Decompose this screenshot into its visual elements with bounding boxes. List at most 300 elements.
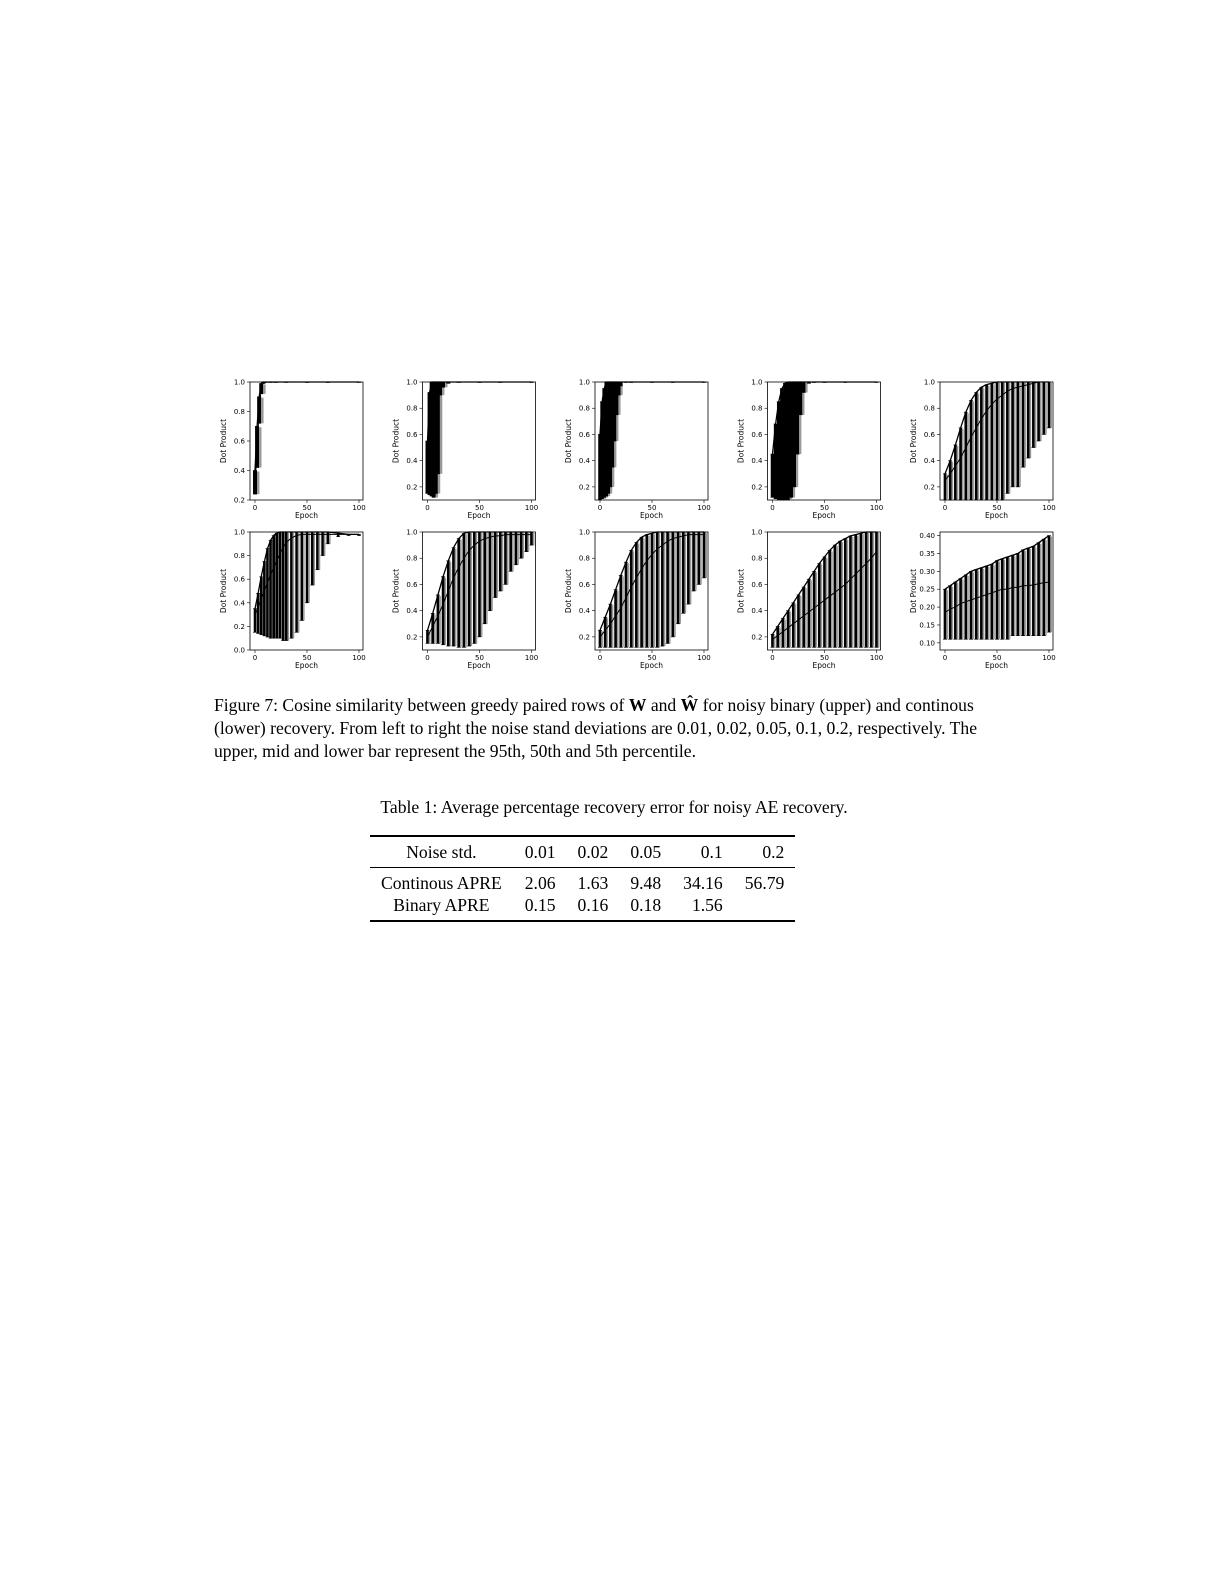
percentile-bar-shade: [607, 618, 609, 647]
y-tick-label: 1.0: [406, 378, 418, 387]
percentile-bar: [442, 577, 445, 645]
percentile-bar: [703, 532, 706, 578]
percentile-bar: [520, 532, 523, 558]
percentile-bar-shade: [952, 462, 954, 500]
percentile-bar: [530, 532, 533, 545]
y-tick-label: 0.8: [406, 554, 418, 563]
percentile-bar: [1011, 382, 1014, 487]
percentile-bar: [1006, 557, 1009, 639]
x-axis-label: Epoch: [985, 661, 1008, 670]
x-tick-label: 50: [647, 654, 657, 662]
subplot-binary-noise-0.05: [564, 379, 711, 521]
percentile-bar-shade: [633, 551, 635, 647]
percentile-bar-shade: [983, 388, 985, 500]
percentile-bar: [279, 532, 282, 638]
percentile-bar: [457, 539, 460, 648]
table-cell: [734, 894, 796, 921]
percentile-bar-shade: [313, 533, 315, 585]
y-tick-label: 0.4: [406, 607, 418, 616]
percentile-bar-shade: [1009, 383, 1011, 493]
percentile-bar-shade: [1019, 554, 1021, 635]
percentile-bar: [854, 535, 857, 648]
x-axis-label: Epoch: [812, 511, 836, 520]
percentile-bar-shade: [664, 533, 666, 646]
y-tick-label: 0.8: [233, 552, 245, 561]
percentile-bar-shade: [1040, 383, 1042, 441]
percentile-bar: [771, 634, 774, 647]
percentile-bar: [625, 562, 628, 647]
percentile-bar: [619, 575, 622, 647]
percentile-bar-shade: [679, 533, 681, 624]
percentile-bar-shade: [805, 588, 807, 647]
percentile-bar-shade: [470, 533, 472, 646]
percentile-bar-shade: [1050, 383, 1052, 428]
x-tick-label: 0: [252, 654, 258, 662]
percentile-bar: [949, 586, 952, 640]
percentile-bar: [692, 532, 695, 591]
percentile-bar-shade: [967, 576, 969, 639]
percentile-bar-shade: [643, 538, 645, 647]
percentile-bar: [839, 541, 842, 647]
x-tick-label: 0: [770, 504, 775, 512]
percentile-bar: [865, 532, 868, 647]
percentile-bar-shade: [1004, 560, 1006, 639]
percentile-bar: [1027, 382, 1030, 458]
percentile-bar-shade: [972, 401, 974, 500]
subplot-binary-noise-0.02: [392, 379, 539, 521]
caption-prefix: Figure 7: Cosine similarity between greedy paired rows of: [214, 695, 629, 715]
y-tick-label: 0.4: [578, 607, 590, 616]
percentile-bar: [635, 542, 638, 647]
y-tick-label: 0.2: [406, 483, 418, 492]
percentile-bar-shade: [465, 534, 467, 647]
percentile-bar-shade: [528, 533, 530, 552]
y-tick-label: 0.4: [923, 457, 935, 466]
percentile-bar-shade: [533, 533, 535, 545]
percentile-bar-shade: [648, 536, 650, 648]
y-tick-label: 0.4: [751, 607, 763, 616]
x-tick-label: 0: [252, 504, 258, 512]
figure-caption: [214, 694, 1014, 763]
y-axis-label: Dot Product: [219, 418, 228, 464]
percentile-bar-shade: [659, 533, 661, 647]
percentile-bar: [844, 539, 847, 648]
percentile-bar-shade: [962, 429, 964, 500]
y-tick-label: 0.8: [578, 404, 590, 413]
percentile-bar: [509, 532, 512, 571]
percentile-bar-shade: [862, 534, 864, 647]
table-header-cell: 0.02: [577, 842, 609, 862]
percentile-bar: [515, 532, 518, 565]
y-tick-label: 0.10: [919, 639, 935, 648]
subplot-continuous-noise-0.1: [737, 529, 884, 671]
x-tick-label: 0: [597, 504, 603, 512]
x-tick-label: 0: [942, 654, 948, 662]
percentile-bar: [494, 532, 497, 598]
percentile-bar-shade: [841, 542, 843, 647]
percentile-bar-shade: [836, 546, 838, 647]
percentile-bar: [799, 382, 803, 415]
percentile-bar-shade: [319, 533, 321, 570]
x-tick-label: 0: [425, 654, 430, 662]
percentile-bar: [970, 571, 973, 639]
x-tick-label: 0: [770, 654, 775, 662]
x-tick-label: 50: [302, 654, 312, 662]
x-tick-label: 50: [992, 654, 1002, 662]
percentile-bar: [697, 532, 700, 584]
percentile-bar-shade: [815, 572, 817, 647]
percentile-bar-shade: [617, 591, 619, 648]
table-cell: 1.56: [691, 895, 723, 915]
x-tick-label: 50: [820, 654, 829, 662]
percentile-bar: [473, 532, 476, 643]
percentile-bar: [263, 562, 266, 636]
x-tick-label: 0: [942, 504, 948, 512]
percentile-bar-shade: [847, 540, 849, 648]
percentile-bar-shade: [972, 572, 974, 639]
x-tick-label: 100: [697, 654, 711, 662]
x-tick-label: 100: [1042, 654, 1056, 662]
y-axis-label: Dot Product: [909, 418, 918, 464]
percentile-bar: [1042, 382, 1045, 434]
x-tick-label: 50: [475, 504, 484, 512]
percentile-bar-shade: [1045, 540, 1047, 636]
x-tick-label: 50: [647, 504, 657, 512]
percentile-bar-shade: [805, 383, 807, 392]
percentile-bar: [640, 537, 643, 647]
percentile-bar-shade: [308, 533, 310, 603]
y-tick-label: 0.6: [233, 437, 245, 446]
x-axis-label: Epoch: [467, 661, 491, 670]
percentile-bar: [499, 532, 502, 591]
y-tick-label: 0.2: [406, 633, 418, 642]
y-tick-label: 1.0: [923, 378, 935, 387]
percentile-bar: [447, 561, 450, 646]
y-tick-label: 0.4: [578, 457, 590, 466]
y-tick-label: 1.0: [751, 528, 763, 537]
y-tick-label: 0.4: [233, 599, 245, 608]
percentile-bar: [321, 532, 324, 556]
y-tick-label: 0.8: [233, 408, 245, 416]
percentile-bar-shade: [324, 533, 326, 556]
percentile-bar-shade: [957, 583, 959, 639]
x-axis-label: Epoch: [640, 511, 663, 520]
table-cell: 0.18: [630, 895, 662, 915]
percentile-bar: [463, 533, 466, 647]
percentile-bar-shade: [460, 540, 462, 648]
percentile-bar-shade: [496, 533, 498, 598]
y-tick-label: 0.6: [578, 580, 590, 589]
table-header-cell: 0.05: [630, 842, 662, 862]
y-tick-label: 0.6: [233, 575, 245, 584]
percentile-bar-shade: [612, 605, 614, 647]
y-tick-label: 0.6: [751, 580, 763, 589]
percentile-bar: [437, 595, 440, 644]
percentile-bar-shade: [455, 549, 457, 646]
percentile-bar: [793, 382, 797, 487]
percentile-bar: [828, 550, 831, 647]
percentile-bar: [1037, 382, 1040, 441]
percentile-bar: [630, 550, 633, 647]
y-tick-label: 0.8: [923, 404, 935, 413]
y-tick-label: 0.8: [751, 404, 763, 413]
x-axis-label: Epoch: [295, 511, 318, 520]
percentile-bar: [1006, 382, 1009, 493]
percentile-bar: [771, 454, 775, 497]
caption-w-symbol: W: [628, 695, 647, 715]
percentile-bar: [316, 532, 319, 570]
table-row-label: Binary APRE: [393, 895, 490, 915]
percentile-bar-shade: [257, 472, 259, 495]
plot-frame: [250, 382, 363, 500]
percentile-bar: [266, 549, 269, 638]
percentile-bar: [1048, 382, 1051, 428]
percentile-bar-shade: [826, 558, 828, 647]
percentile-bar-shade: [1014, 383, 1016, 487]
percentile-bar-shade: [978, 571, 980, 640]
percentile-bar-shade: [1050, 537, 1052, 633]
percentile-bar-shade: [789, 612, 791, 648]
percentile-bar: [489, 532, 492, 611]
percentile-bar-shade: [1030, 383, 1032, 458]
recovery-error-table: [370, 835, 795, 922]
x-axis-label: Epoch: [985, 511, 1008, 520]
x-tick-label: 100: [869, 504, 884, 512]
table-row: [370, 894, 795, 921]
y-tick-label: 0.0: [233, 646, 245, 655]
percentile-bar: [483, 532, 486, 624]
y-tick-label: 1.0: [751, 378, 763, 387]
percentile-bar-shade: [450, 562, 452, 646]
table-header-row: [370, 836, 795, 868]
percentile-bar-shade: [622, 576, 624, 647]
percentile-bar-shade: [517, 533, 519, 565]
percentile-bar-shade: [261, 398, 263, 424]
percentile-bar: [1016, 553, 1019, 635]
percentile-bar-shade: [259, 427, 261, 467]
percentile-bar: [870, 532, 873, 647]
subplot-binary-noise-0.01: [219, 379, 366, 521]
percentile-bar-shade: [1035, 383, 1037, 448]
percentile-bar: [954, 582, 957, 639]
table-header-cell: 0.01: [524, 842, 556, 862]
subplot-continuous-noise-0.02: [392, 529, 539, 671]
percentile-bar-shade: [444, 578, 446, 645]
percentile-bar-shade: [784, 620, 786, 648]
percentile-bar-shade: [998, 383, 1000, 500]
y-tick-label: 0.6: [578, 430, 590, 439]
percentile-bar-shade: [674, 533, 676, 637]
percentile-bar: [1048, 536, 1051, 633]
table-cell: 0.15: [524, 895, 556, 915]
percentile-bar: [980, 387, 983, 500]
percentile-bar-shade: [1024, 383, 1026, 467]
y-tick-label: 0.2: [578, 483, 590, 492]
percentile-bar: [1016, 382, 1019, 487]
y-tick-label: 0.2: [578, 633, 590, 642]
percentile-bar: [1042, 539, 1045, 636]
percentile-bar: [985, 566, 988, 639]
y-tick-label: 0.20: [919, 603, 935, 612]
y-tick-label: 0.2: [923, 483, 935, 492]
percentile-bar: [306, 532, 309, 603]
percentile-bar: [276, 533, 279, 638]
percentile-bar: [959, 578, 962, 639]
table-row: [370, 868, 795, 895]
percentile-bar-shade: [800, 596, 802, 647]
percentile-bar-shade: [1035, 547, 1037, 635]
percentile-bar-shade: [810, 580, 812, 647]
percentile-bar-shade: [1009, 558, 1011, 639]
percentile-bar: [645, 535, 648, 648]
x-tick-label: 100: [697, 504, 711, 512]
percentile-bar-shade: [445, 383, 447, 387]
y-tick-label: 0.4: [233, 467, 245, 475]
percentile-bar-shade: [669, 533, 671, 643]
percentile-bar-shade: [821, 564, 823, 647]
percentile-bar: [311, 532, 314, 585]
percentile-bar: [796, 382, 800, 454]
percentile-bar-shade: [867, 533, 869, 647]
x-tick-label: 50: [302, 504, 312, 512]
percentile-bar-shade: [1004, 383, 1006, 500]
percentile-bar: [970, 400, 973, 500]
percentile-bar: [990, 564, 993, 639]
percentile-bar: [671, 532, 674, 637]
percentile-bar-shade: [522, 533, 524, 558]
y-tick-label: 0.8: [751, 554, 763, 563]
percentile-bar: [1011, 555, 1014, 635]
percentile-bar-shade: [873, 533, 875, 647]
y-tick-label: 0.4: [751, 457, 763, 466]
percentile-bar: [780, 389, 784, 500]
percentile-bar: [599, 630, 602, 647]
caption-rest: for noisy binary (upper) and continous (lower) recovery. From left to right the noise stand deviations are 0.01, 0.02, 0.05, 0.1, 0.2, respectively. The upper, mid and lower bar represent the 95th, 50th and 5th percentile.: [214, 695, 978, 761]
percentile-bar: [1022, 550, 1025, 636]
percentile-bar-shade: [946, 590, 948, 639]
percentile-bar: [860, 533, 863, 647]
percentile-bar-shade: [988, 567, 990, 639]
percentile-bar-shade: [998, 562, 1000, 640]
percentile-bar: [964, 412, 967, 500]
percentile-bar: [682, 532, 685, 613]
percentile-bar: [301, 532, 304, 621]
percentile-bar: [985, 385, 988, 500]
percentile-bar: [666, 532, 669, 643]
x-axis-label: Epoch: [812, 661, 836, 670]
percentile-bar: [875, 532, 878, 647]
percentile-bar-shade: [434, 614, 436, 643]
percentile-bar-shade: [795, 604, 797, 648]
table-cell: 1.63: [577, 873, 609, 893]
x-axis-label: Epoch: [467, 511, 491, 520]
y-axis-label: Dot Product: [736, 418, 746, 464]
y-tick-label: 0.6: [923, 430, 935, 439]
percentile-bar-shade: [298, 533, 300, 632]
percentile-bar: [996, 561, 999, 640]
percentile-bar-shade: [857, 536, 859, 648]
percentile-bar: [269, 540, 272, 638]
percentile-bar-shade: [962, 579, 964, 639]
percentile-bar: [954, 445, 957, 500]
x-tick-label: 100: [869, 654, 884, 662]
percentile-bar: [1001, 559, 1004, 639]
y-tick-label: 1.0: [578, 378, 590, 387]
table-cell: 2.06: [524, 873, 556, 893]
percentile-bar: [959, 428, 962, 500]
percentile-bar: [285, 532, 288, 641]
table-header-cell: 0.1: [700, 842, 723, 862]
y-tick-label: 0.6: [406, 580, 418, 589]
table-cell: 56.79: [744, 873, 785, 893]
percentile-bar-shade: [1019, 383, 1021, 487]
percentile-bar: [687, 532, 690, 604]
x-tick-label: 50: [992, 504, 1002, 512]
y-axis-label: Dot Product: [564, 418, 573, 464]
percentile-bar-shade: [690, 533, 692, 604]
percentile-bar: [441, 382, 445, 387]
y-tick-label: 1.0: [578, 528, 590, 537]
table-cell: 34.16: [683, 873, 723, 893]
percentile-bar: [1027, 548, 1030, 636]
percentile-bar: [990, 383, 993, 500]
percentile-bar-shade: [263, 384, 265, 393]
y-tick-label: 0.2: [751, 633, 763, 642]
subplot-continuous-noise-0.01: [219, 529, 366, 671]
median-line: [255, 382, 359, 485]
table-header-cell: Noise std.: [406, 842, 477, 862]
x-tick-label: 100: [352, 654, 366, 662]
percentile-bar-shade: [878, 533, 880, 647]
x-tick-label: 0: [597, 654, 603, 662]
percentile-bar-shade: [700, 533, 702, 584]
percentile-bar-shade: [440, 383, 442, 474]
percentile-bar-shade: [705, 533, 707, 578]
subplot-binary-noise-0.1: [737, 379, 884, 521]
x-tick-label: 100: [524, 654, 539, 662]
percentile-bar-shade: [627, 563, 629, 647]
percentile-bar: [944, 474, 947, 500]
p95-line: [255, 382, 359, 471]
percentile-bar-shade: [957, 446, 959, 500]
subplot-continuous-noise-0.05: [564, 529, 711, 671]
percentile-bar: [1001, 382, 1004, 500]
percentile-bar-shade: [303, 533, 305, 621]
percentile-bar-shade: [1045, 383, 1047, 434]
percentile-bar: [777, 402, 781, 500]
percentile-bar: [677, 532, 680, 624]
subplot-binary-noise-0.2: [909, 379, 1056, 521]
percentile-bar: [504, 532, 507, 584]
y-tick-label: 0.15: [919, 621, 935, 630]
percentile-bar: [1037, 543, 1040, 636]
percentile-bar-shade: [287, 533, 289, 641]
percentile-bar: [614, 590, 617, 648]
percentile-bar: [327, 532, 330, 544]
table-header-cell: 0.2: [762, 842, 785, 862]
y-tick-label: 0.2: [233, 496, 245, 505]
x-tick-label: 0: [425, 504, 430, 512]
x-tick-label: 50: [475, 654, 484, 662]
y-axis-label: Dot Product: [564, 568, 573, 614]
percentile-bar-shade: [491, 533, 493, 611]
median-line: [428, 382, 532, 474]
percentile-bar: [849, 536, 852, 647]
subplot-continuous-noise-0.2: [909, 532, 1056, 670]
x-axis-label: Epoch: [295, 661, 318, 670]
percentile-bar-shade: [507, 533, 509, 584]
caption-and: and: [646, 695, 681, 715]
